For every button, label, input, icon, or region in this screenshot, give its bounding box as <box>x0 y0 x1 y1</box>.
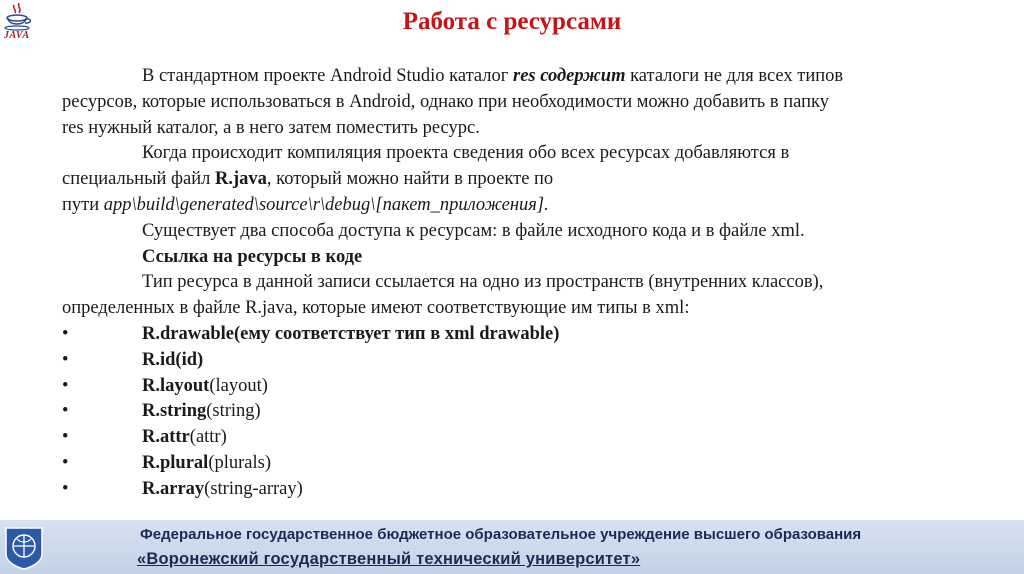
paragraph-1-line-3: res нужный каталог, а в него затем поместить ресурс. <box>62 117 480 138</box>
paragraph-4-line-1: Тип ресурса в данной записи ссылается на одно из пространств (внутренних классов), <box>142 272 824 293</box>
bullet-icon: • <box>62 349 69 370</box>
list-item: • R.layout (layout) <box>62 374 962 400</box>
paragraph-2-line-3: пути app\build\generated\source\r\debug\[пакет_приложения]. <box>62 194 549 215</box>
bullet-icon: • <box>62 452 69 473</box>
bullet-icon: • <box>62 401 69 422</box>
paragraph-3: Существует два способа доступа к ресурсам: в файле исходного кода и в файле xml. <box>142 220 805 241</box>
section-heading: Ссылка на ресурсы в коде <box>142 246 363 267</box>
bullet-icon: • <box>62 323 69 344</box>
paragraph-1-line-1: В стандартном проекте Android Studio каталог res содержит каталоги не для всех типов <box>142 66 844 86</box>
slide-content <box>62 64 962 503</box>
list-item: • R.array (string-array) <box>62 477 962 503</box>
paragraph-4-line-2: определенных в файле R.java, которые имеют соответствующие им типы в xml: <box>62 298 690 319</box>
footer-university-name: «Воронежский государственный технический университет» <box>137 550 641 568</box>
university-emblem-icon <box>2 524 46 570</box>
paragraph-1-line-2: ресурсов, которые использоваться в Android, однако при необходимости можно добавить в папку <box>62 91 829 112</box>
paragraph-2-line-2: специальный файл R.java, который можно найти в проекте по <box>62 169 554 190</box>
bullet-icon: • <box>62 478 69 499</box>
paragraph-2-line-1: Когда происходит компиляция проекта сведения обо всех ресурсах добавляются в <box>142 143 790 164</box>
list-item: • R.drawable (ему соответствует тип в xml drawable) <box>62 322 962 348</box>
footer-banner <box>0 520 1024 574</box>
bullet-icon: • <box>62 375 69 396</box>
list-item: • R.plural (plurals) <box>62 451 962 477</box>
list-item: • R.id (id) <box>62 348 962 374</box>
page-title: Работа с ресурсами <box>402 8 622 35</box>
bullet-icon: • <box>62 427 69 448</box>
list-item: • R.attr (attr) <box>62 425 962 451</box>
footer-organization: Федеральное государственное бюджетное образовательное учреждение высшего образования <box>140 526 862 543</box>
java-logo-text: JAVA <box>4 30 30 41</box>
list-item: • R.string (string) <box>62 399 962 425</box>
